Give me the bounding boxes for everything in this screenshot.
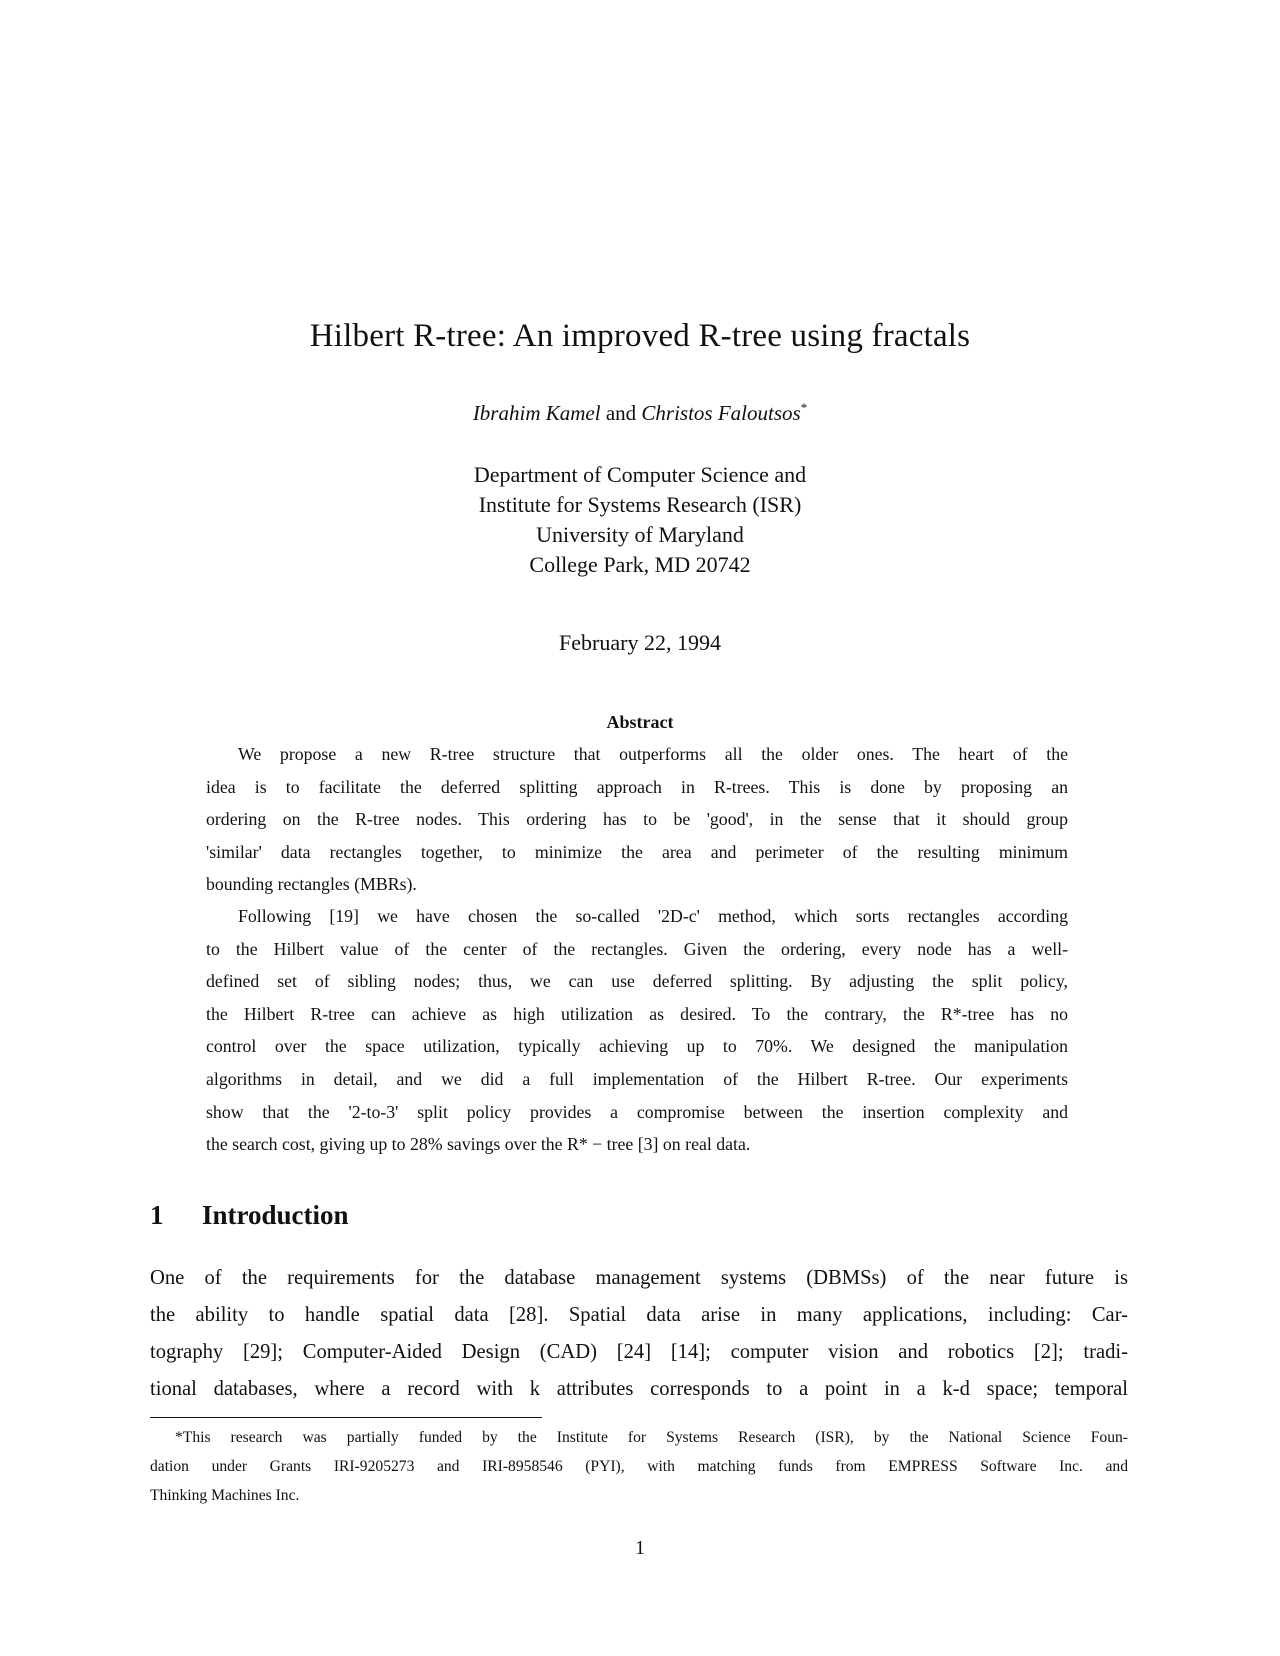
author-1: Ibrahim Kamel	[472, 401, 601, 425]
affiliation-line: College Park, MD 20742	[529, 552, 751, 577]
section-heading	[150, 1200, 349, 1231]
abstract-heading: Abstract	[606, 712, 674, 732]
paper-title: Hilbert R-tree: An improved R-tree using fractals	[309, 318, 971, 354]
affiliation-line: University of Maryland	[536, 522, 744, 547]
abstract-line: the search cost, giving up to 28% savings over the R* − tree [3] on real data.	[206, 1134, 751, 1155]
footnote-line: *This research was partially funded by the Institute for Systems Research (ISR), by the National Science Foun-	[175, 1429, 1128, 1446]
intro-line: tional databases, where a record with k attributes corresponds to a point in a k-d space; temporal	[150, 1378, 1128, 1400]
footnote-mark: *	[800, 400, 808, 415]
footnote-line: Thinking Machines Inc.	[150, 1487, 300, 1504]
abstract-line: the Hilbert R-tree can achieve as high utilization as desired. To the contrary, the R*-tree has no	[206, 1003, 1068, 1024]
abstract-paragraph-2	[206, 900, 1068, 1161]
author-2: Christos Faloutsos	[641, 401, 801, 425]
section-number: 1	[150, 1200, 164, 1230]
abstract-line: We propose a new R-tree structure that outperforms all the older ones. The heart of the	[238, 744, 1068, 764]
abstract-paragraph-1	[206, 738, 1068, 901]
intro-line: tography [29]; Computer-Aided Design (CAD) [24] [14]; computer vision and robotics [2]; tradi-	[150, 1341, 1128, 1363]
footnote	[150, 1423, 1128, 1510]
affiliation-line: Institute for Systems Research (ISR)	[478, 492, 802, 517]
page-number: 1	[635, 1537, 645, 1559]
intro-line: One of the requirements for the database management systems (DBMSs) of the near future is	[150, 1267, 1128, 1289]
affiliation-line: Department of Computer Science and	[473, 462, 807, 487]
abstract-line: to the Hilbert value of the center of the rectangles. Given the ordering, every node has a well-	[206, 938, 1068, 959]
intro-line: the ability to handle spatial data [28]. Spatial data arise in many applications, including: Car-	[150, 1304, 1128, 1326]
affiliation	[0, 460, 1280, 580]
abstract-line: ordering on the R-tree nodes. This ordering has to be 'good', in the sense that it should group	[206, 809, 1068, 830]
author-conjunction: and	[605, 401, 637, 425]
abstract-line: 'similar' data rectangles together, to minimize the area and perimeter of the resulting minimum	[206, 841, 1068, 862]
abstract-line: defined set of sibling nodes; thus, we can use deferred splitting. By adjusting the split policy,	[206, 971, 1068, 992]
abstract-line: idea is to facilitate the deferred splitting approach in R-trees. This is done by proposing an	[206, 776, 1068, 797]
abstract-line: Following [19] we have chosen the so-called '2D-c' method, which sorts rectangles according	[238, 906, 1068, 926]
abstract-line: bounding rectangles (MBRs).	[206, 874, 417, 895]
author-line	[0, 400, 1280, 426]
abstract-line: algorithms in detail, and we did a full implementation of the Hilbert R-tree. Our experiments	[206, 1068, 1068, 1089]
section-title: Introduction	[202, 1200, 349, 1230]
footnote-rule	[150, 1417, 542, 1418]
intro-paragraph	[150, 1260, 1128, 1408]
abstract-line: show that the '2-to-3' split policy provides a compromise between the insertion complexity and	[206, 1101, 1068, 1122]
footnote-line: dation under Grants IRI-9205273 and IRI-8958546 (PYI), with matching funds from EMPRESS Software Inc. and	[150, 1458, 1128, 1475]
abstract-line: control over the space utilization, typically achieving up to 70%. We designed the manipulation	[206, 1036, 1068, 1057]
paper-date: February 22, 1994	[559, 630, 721, 655]
